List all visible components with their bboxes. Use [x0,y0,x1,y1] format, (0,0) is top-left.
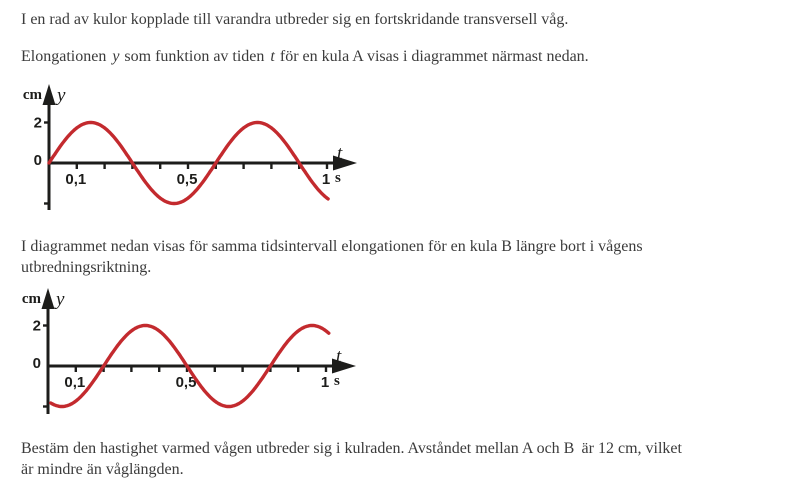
y-axis-variable-label: y [57,85,66,106]
text-line [21,236,772,257]
y-axis-arrowhead-icon [43,84,56,105]
text-segment: I diagrammet nedan visas för samma tidsintervall elongationen för en kula B längre bort i vågens [21,238,643,255]
text-line [21,438,772,459]
paragraph-task [21,438,772,480]
x-tick-label: 1 [321,171,331,188]
text-segment: Bestäm den hastighet varmed vågen utbreder sig i kulraden. Avståndet mellan A och B är 12 cm, vilket [21,440,682,457]
paragraph-intro [21,9,772,30]
text-line [21,46,772,67]
text-segment: I en rad av kulor kopplade till varandra utbreder sig en fortskridande transversell våg. [21,11,569,28]
math-variable: y [112,48,120,65]
wave-diagram-ball-a [20,82,372,217]
x-axis-variable-label: t [336,346,342,367]
y-tick-label: 0 [32,355,41,372]
x-tick-label: 0,5 [176,171,198,188]
text-segment: är mindre än våglängden. [21,461,184,478]
y-axis-arrowhead-icon [42,288,55,309]
x-tick-label: 1 [320,374,330,391]
paragraph-diagram-b-note [21,236,772,278]
x-axis-unit-label: s [334,373,340,389]
y-axis-unit-label: cm [22,87,42,103]
x-axis-unit-label: s [335,170,341,186]
math-variable: t [270,48,275,65]
text-line [21,9,772,30]
y-axis-unit-label: cm [21,291,41,307]
y-tick-label: 2 [32,317,41,335]
paragraph-elongation-a [21,46,772,67]
x-tick-label: 0,1 [65,171,87,188]
text-line [21,459,772,480]
x-tick-label: 0,5 [175,374,197,391]
x-axis-variable-label: t [337,143,343,164]
x-tick-label: 0,1 [64,374,86,391]
y-tick-label: 0 [33,152,42,169]
text-segment: utbredningsriktning. [21,259,152,276]
text-segment: för en kula A visas i diagrammet närmast nedan. [279,48,589,65]
y-axis-variable-label: y [56,289,65,310]
wave-diagram-ball-b [19,286,371,423]
text-line [21,257,772,278]
y-tick-label: 2 [33,114,42,132]
text-segment: Elongationen [21,48,111,65]
text-segment: som funktion av tiden [124,48,269,65]
